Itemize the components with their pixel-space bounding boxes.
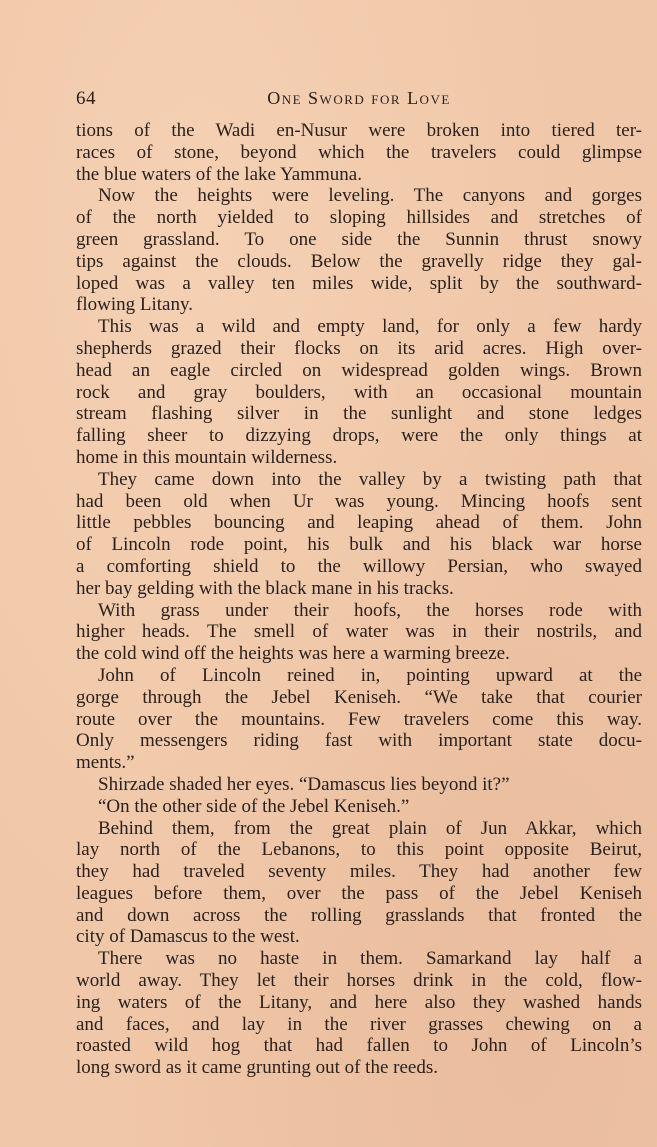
- text-line: long sword as it came grunting out of the reeds.: [76, 1057, 438, 1079]
- text-line: shepherds grazed their flocks on its arid acres. High over-: [76, 337, 642, 359]
- text-line: John of Lincoln reined in, pointing upward at the: [98, 664, 642, 686]
- text-line: head an eagle circled on widespread golden wings. Brown: [76, 359, 642, 381]
- text-line: had been old when Ur was young. Mincing hoofs sent: [76, 490, 642, 512]
- text-line: higher heads. The smell of water was in their nostrils, and: [76, 621, 642, 643]
- text-line: her bay gelding with the black mane in his tracks.: [76, 577, 454, 599]
- text-line: and faces, and lay in the river grasses chewing on a: [76, 1013, 642, 1035]
- text-line: they had traveled seventy miles. They had another few: [76, 861, 642, 883]
- text-line: stream flashing silver in the sunlight and stone ledges: [76, 403, 642, 425]
- text-line: home in this mountain wilderness.: [76, 446, 338, 468]
- book-title: One Sword for Love: [267, 88, 451, 108]
- text-line: Now the heights were leveling. The canyons and gorges: [98, 185, 642, 207]
- text-line: Shirzade shaded her eyes. “Damascus lies beyond it?”: [98, 773, 510, 795]
- text-line: tions of the Wadi en-Nusur were broken into tiered ter-: [76, 120, 642, 141]
- text-line: With grass under their hoofs, the horses rode with: [98, 599, 642, 621]
- text-line: rock and gray boulders, with an occasional mountain: [76, 381, 642, 403]
- text-line: Only messengers riding fast with important state docu-: [76, 730, 642, 752]
- text-line: lay north of the Lebanons, to this point opposite Beirut,: [76, 839, 642, 861]
- text-line: “On the other side of the Jebel Keniseh.”: [98, 795, 410, 817]
- text-line: the cold wind off the heights was here a warming breeze.: [76, 643, 510, 665]
- text-line: There was no haste in them. Samarkand lay half a: [98, 948, 642, 970]
- text-line: city of Damascus to the west.: [76, 926, 300, 948]
- text-line: of Lincoln rode point, his bulk and his black war horse: [76, 534, 642, 556]
- text-line: gorge through the Jebel Keniseh. “We take that courier: [76, 686, 642, 708]
- text-line: races of stone, beyond which the travelers could glimpse: [76, 141, 642, 163]
- text-line: route over the mountains. Few travelers come this way.: [76, 708, 642, 730]
- text-line: ments.”: [76, 752, 135, 774]
- text-line: green grassland. To one side the Sunnin thrust snowy: [76, 228, 642, 250]
- text-line: a comforting shield to the willowy Persian, who swayed: [76, 555, 642, 577]
- text-line: the blue waters of the lake Yammuna.: [76, 163, 362, 185]
- text-line: roasted wild hog that had fallen to John of Lincoln’s: [76, 1035, 642, 1057]
- text-line: leagues before them, over the pass of the Jebel Keniseh: [76, 882, 642, 904]
- text-line: and down across the rolling grasslands that fronted the: [76, 904, 642, 926]
- text-line: world away. They let their horses drink in the cold, flow-: [76, 970, 642, 992]
- text-line: This was a wild and empty land, for only a few hardy: [98, 316, 642, 338]
- text-line: ing waters of the Litany, and here also they washed hands: [76, 991, 642, 1013]
- text-line: of the north yielded to sloping hillsides and stretches of: [76, 207, 642, 229]
- text-line: flowing Litany.: [76, 294, 193, 316]
- text-line: loped was a valley ten miles wide, split by the southward-: [76, 272, 642, 294]
- text-line: They came down into the valley by a twisting path that: [98, 468, 642, 490]
- text-line: falling sheer to dizzying drops, were the only things at: [76, 425, 642, 447]
- text-line: tips against the clouds. Below the gravelly ridge they gal-: [76, 250, 642, 272]
- text-line: Behind them, from the great plain of Jun Akkar, which: [98, 817, 642, 839]
- running-head: [76, 88, 642, 118]
- text-line: little pebbles bouncing and leaping ahead of them. John: [76, 512, 642, 534]
- body-text: [76, 120, 642, 1079]
- page-number: 64: [76, 88, 96, 109]
